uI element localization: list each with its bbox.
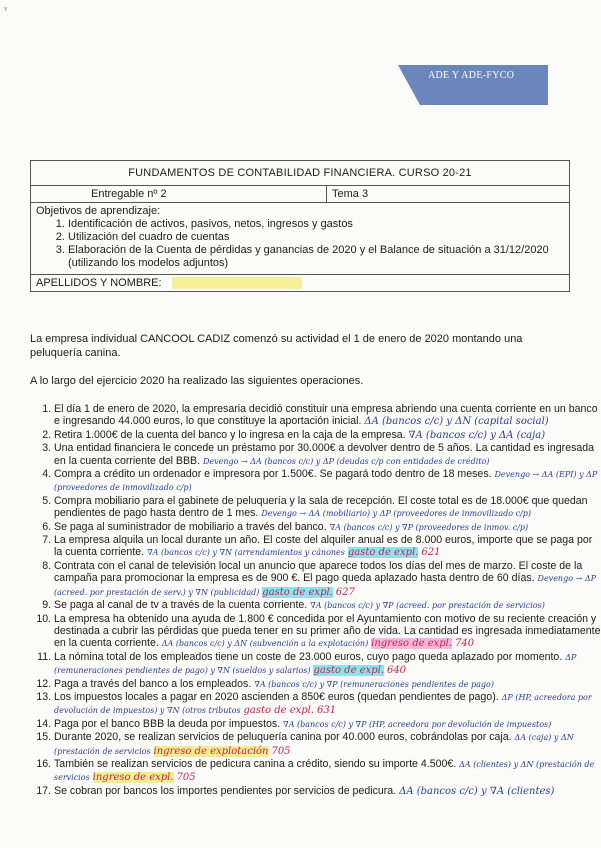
handwritten-note: ΔA (bancos c/c) y ΔN (capital social) bbox=[364, 416, 549, 428]
operation-text: Durante 2020, se realizan servicios de peluquería canina por 40.000 euros, cobrándolas por caja. bbox=[54, 731, 512, 744]
operation-text: También se realizan servicios de pedicura canina a crédito, siendo su importe 4.500€. bbox=[54, 757, 457, 770]
operation-text: Paga a través del banco a los empleados. bbox=[54, 677, 252, 690]
operation-text: Retira 1.000€ de la cuenta del banco y lo ingresa en la caja de la empresa. bbox=[54, 428, 406, 441]
operation-item bbox=[54, 599, 601, 612]
operation-text: Los impuestos locales a pagar en 2020 ascienden a 850€ euros (quedan pendientes de pago). bbox=[54, 690, 499, 703]
handwritten-note: ΔA (clientes) y ΔN (prestación de servicios bbox=[54, 759, 595, 783]
deliverable-label: Entregable nº 2 bbox=[31, 186, 327, 203]
intro-paragraph: La empresa individual CANCOOL CADIZ comenzó su actividad el 1 de enero de 2020 montando una peluquería canina. bbox=[30, 333, 523, 359]
operation-item bbox=[54, 534, 601, 560]
account-type-label: gasto de expl. bbox=[313, 665, 384, 677]
name-field[interactable] bbox=[172, 277, 302, 289]
handwritten-note: ΔA (bancos c/c) y ∇A (clientes) bbox=[399, 785, 555, 797]
account-code: 627 bbox=[335, 586, 355, 598]
operation-item bbox=[54, 718, 601, 731]
objectives-list bbox=[36, 218, 564, 270]
operation-text: Se cobran por bancos los importes pendientes por servicios de pedicura. bbox=[54, 784, 397, 797]
objective-item: 1. Identificación de activos, pasivos, netos, ingresos y gastos bbox=[68, 218, 564, 231]
operation-item bbox=[54, 403, 601, 429]
operations-list bbox=[32, 403, 601, 798]
operation-item bbox=[54, 613, 601, 651]
operation-text: Compra a crédito un ordenador e impresora por 1.500€. Se pagará todo dentro de 18 meses. bbox=[54, 468, 492, 481]
operation-text: Una entidad financiera le concede un préstamo por 30.000€ a devolver dentro de 5 años. La cantidad es ingresada en la cuenta corriente del BBB. bbox=[54, 442, 595, 467]
operation-text: Paga por el banco BBB la deuda por impuestos. bbox=[54, 717, 281, 730]
banner-text: ADE Y ADE-FYCO bbox=[428, 70, 515, 81]
handwritten-note: Devengo → ΔA (bancos c/c) y ΔP (deudas c/p con entidades de crédito) bbox=[203, 456, 490, 466]
operation-item bbox=[54, 468, 601, 495]
handwritten-note: ∇A (bancos c/c) y ∇P (proveedores de inmov. c/p) bbox=[329, 522, 529, 532]
operation-item bbox=[54, 731, 601, 758]
operation-item bbox=[54, 521, 601, 534]
objective-item: 2. Utilización del cuadro de cuentas bbox=[68, 231, 564, 244]
account-code: 631 bbox=[317, 705, 337, 717]
account-type-label: gasto de expl. bbox=[262, 586, 333, 598]
handwritten-note: ∇A (bancos c/c) y ∇P (HP, acreedora por devolución de impuestos) bbox=[283, 719, 552, 729]
handwritten-note: ΔP (HP, acreedora por devolución de impuestos) y ∇N (otros tributos bbox=[54, 692, 592, 716]
handwritten-note: ΔA (caja) y ΔN (prestación de servicios bbox=[54, 733, 574, 756]
account-type-label: ingreso de explotación bbox=[153, 745, 269, 757]
operation-text: La empresa ha obtenido una ayuda de 1.800 € concedida por el Ayuntamiento con motivo de su reciente creación y destinada a cubrir las pérdidas que pueda tener en su primer año de vida. La cantidad es ingresada inmediatamente en la cuenta corriente. bbox=[54, 612, 601, 650]
account-type-label: gasto de expl. bbox=[243, 705, 315, 717]
account-code: 640 bbox=[386, 665, 407, 677]
course-title: FUNDAMENTOS DE CONTABILIDAD FINANCIERA. CURSO 20-21 bbox=[31, 161, 570, 186]
account-type-label: gasto de expl. bbox=[347, 547, 419, 559]
course-banner bbox=[398, 65, 548, 105]
account-type-label: ingreso de expl. bbox=[371, 638, 453, 650]
operation-item bbox=[54, 560, 601, 599]
account-type-label: ingreso de expl. bbox=[92, 772, 174, 784]
operation-item bbox=[54, 691, 601, 718]
handwritten-note: ΔA (bancos c/c) y ΔN (subvención a la explotación) bbox=[161, 639, 369, 649]
name-row bbox=[31, 275, 570, 292]
handwritten-note: Devengo → ΔA (mobiliario) y ΔP (proveedores de inmovilizado c/p) bbox=[261, 509, 532, 519]
account-code: 740 bbox=[455, 638, 475, 650]
operation-item bbox=[54, 429, 601, 442]
header-table bbox=[30, 160, 570, 292]
name-label: APELLIDOS Y NOMBRE: bbox=[36, 277, 162, 289]
account-code: 705 bbox=[176, 772, 196, 784]
handwritten-note: Devengo → ΔP (acreed. por prestación de serv.) y ∇N (publicidad) bbox=[54, 574, 596, 597]
objectives-cell bbox=[31, 203, 570, 275]
operation-item bbox=[54, 785, 601, 798]
handwritten-note: ∇A (bancos c/c) y ∇P (acreed. por prestación de servicios) bbox=[310, 601, 545, 611]
operation-text: Se paga al canal de tv a través de la cuenta corriente. bbox=[54, 599, 308, 612]
operation-item bbox=[54, 651, 601, 678]
operation-text: Se paga al suministrador de mobiliario a través del banco. bbox=[54, 520, 327, 533]
topic-label: Tema 3 bbox=[327, 186, 570, 203]
objective-item: 3. Elaboración de la Cuenta de pérdidas y ganancias de 2020 y el Balance de situación a 31/12/2020 (utilizando los modelos adjuntos) bbox=[68, 244, 564, 270]
operation-text: Compra mobiliario para el gabinete de peluquería y la sala de recepción. El coste total es de 18.000€ que quedan pendientes de pago hasta dentro de 1 mes. bbox=[54, 494, 588, 520]
operation-item bbox=[54, 442, 601, 468]
account-code: 621 bbox=[421, 547, 441, 559]
operation-item bbox=[54, 678, 601, 691]
operation-item bbox=[54, 495, 601, 521]
operation-text: Contrata con el canal de televisión local un anuncio que aparece todos los días del mes de marzo. El coste de la campaña para promocionar la empresa es de 900 €. El pago queda aplazado hasta dentro de 60 días. bbox=[54, 559, 583, 585]
handwritten-note: Devengo → ΔA (EPI) y ΔP (proveedores de inmovilizado c/p) bbox=[54, 470, 598, 493]
corner-mark: ʸ bbox=[4, 6, 8, 16]
handwritten-note: ∇A (bancos c/c) y ∇N (arrendamientos y cánones bbox=[147, 548, 345, 558]
handwritten-note: ∇A (bancos c/c) y ∇P (remuneraciones pendientes de pago) bbox=[254, 679, 494, 689]
objectives-title: Objetivos de aprendizaje: bbox=[36, 205, 161, 217]
operation-text: La empresa alquila un local durante un año. El coste del alquiler anual es de 8.000 euros, importe que se paga por la cuenta corriente. bbox=[54, 534, 593, 559]
operation-text: La nómina total de los empleados tiene un coste de 23.000 euros, cuyo pago queda aplazado por momento. bbox=[54, 650, 563, 663]
operation-item bbox=[54, 758, 601, 785]
handwritten-note: ∇A (bancos c/c) y ΔA (caja) bbox=[408, 429, 546, 441]
handwritten-note: ΔP (remuneraciones pendientes de pago) y ∇N (sueldos y salarios) bbox=[54, 652, 577, 676]
operations-intro: A lo largo del ejercicio 2020 ha realizado las siguientes operaciones. bbox=[30, 375, 364, 387]
account-code: 705 bbox=[271, 745, 291, 757]
operation-text: El día 1 de enero de 2020, la empresaria decidió constituir una empresa abriendo una cuenta corriente en un banco e ingresando 44.000 euros, lo que constituye la aportación inicial. bbox=[54, 403, 598, 428]
